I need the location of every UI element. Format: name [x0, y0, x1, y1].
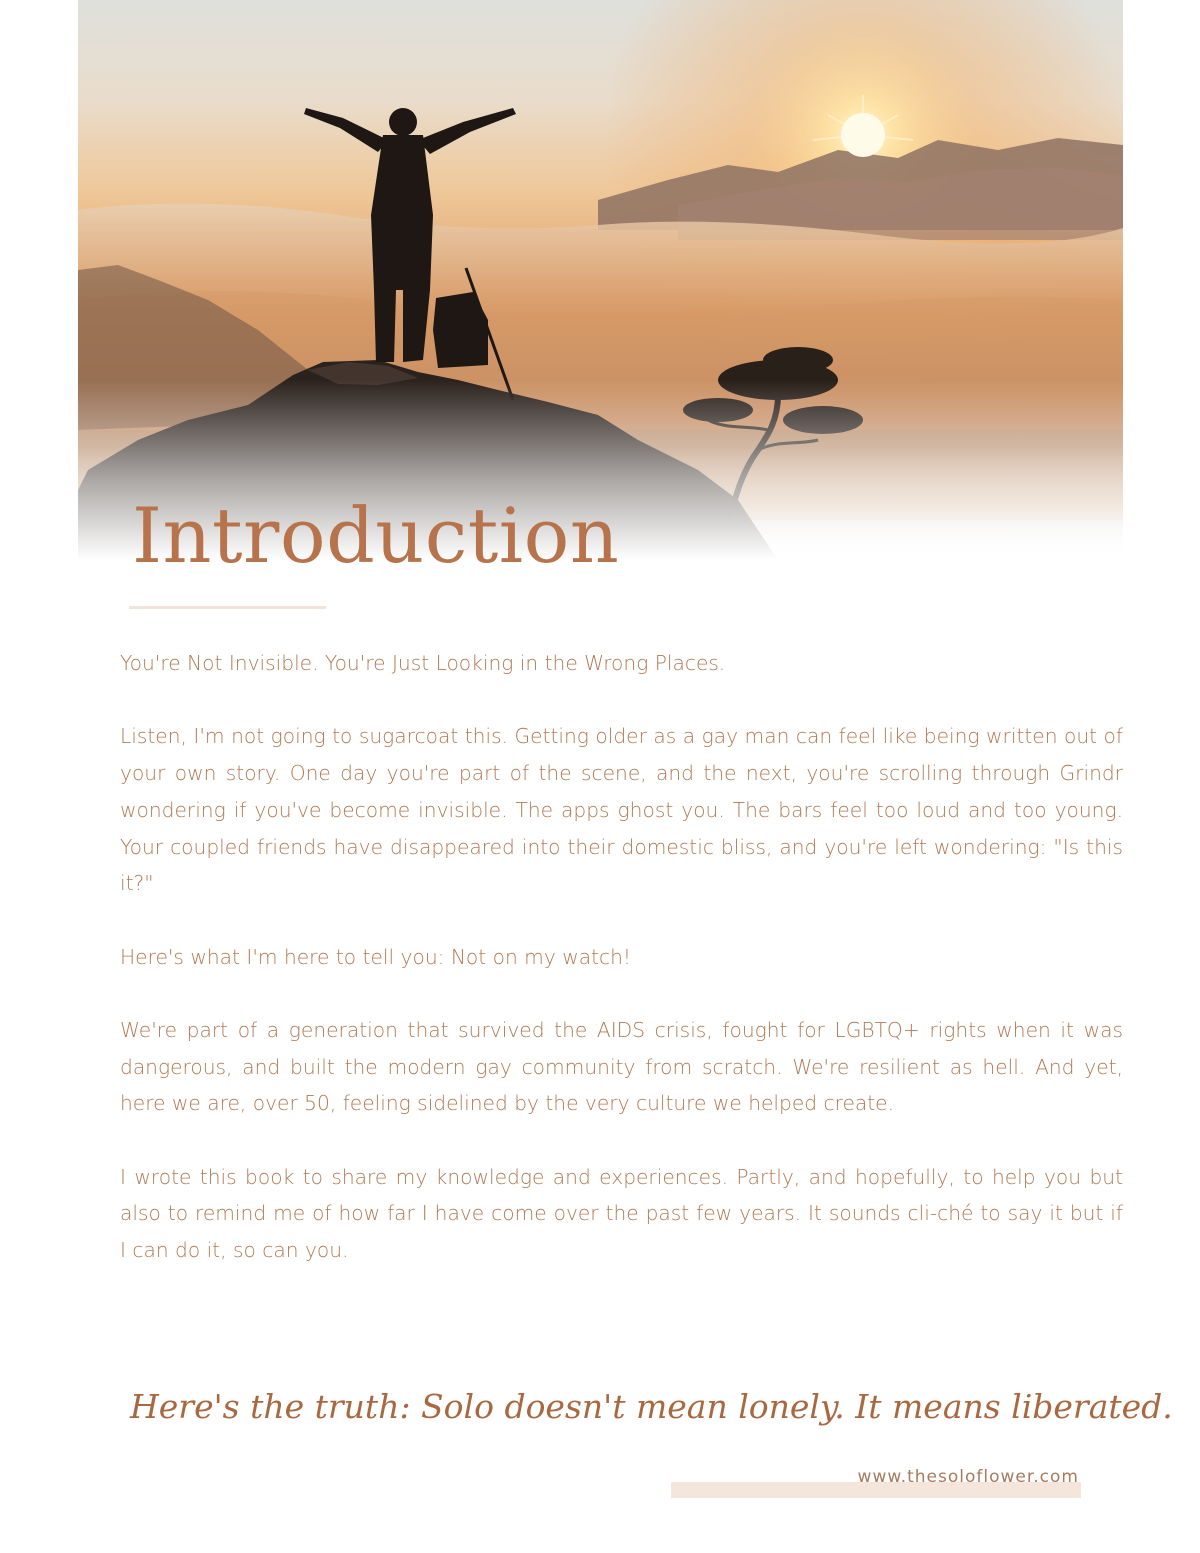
paragraph-listen: Listen, I'm not going to sugarcoat this. Getting older as a gay man can feel like being written out of your own story. One day you're part of the scene, and the next, you're scrolling through Grindr wondering if you've become invisible. The apps ghost you. The bars feel too loud and too young. Your coupled friends have disappeared into their domestic bliss, and you're left wondering: "Is this it?": [120, 724, 1123, 896]
body-text: [120, 645, 1123, 1306]
paragraph-generation: We're part of a generation that survived the AIDS crisis, fought for LGBTQ+ rights when it was dangerous, and built the modern gay community from scratch. We're resilient as hell. And yet, here we are, over 50, feeling sidelined by the very culture we helped create.: [120, 1017, 1123, 1116]
hiker-summit-illustration: [78, 0, 1123, 560]
page-title: Introduction: [132, 491, 620, 580]
paragraph-not-on-my-watch: Here's what I'm here to tell you: Not on my watch!: [120, 944, 631, 969]
intro-subheading: You're Not Invisible. You're Just Looking in the Wrong Places.: [120, 651, 726, 675]
pull-quote: Here's the truth: Solo doesn't mean lonely. It means liberated.: [130, 1387, 1173, 1426]
title-divider: [129, 606, 326, 609]
hero-image: [78, 0, 1123, 560]
paragraph-why-i-wrote: I wrote this book to share my knowledge and experiences. Partly, and hopefully, to help you but also to remind me of how far I have come over the past few years. It sounds cli-ché to say it but if I can do it, so can you.: [120, 1164, 1123, 1263]
website-link[interactable]: www.thesoloflower.com: [857, 1467, 1079, 1487]
